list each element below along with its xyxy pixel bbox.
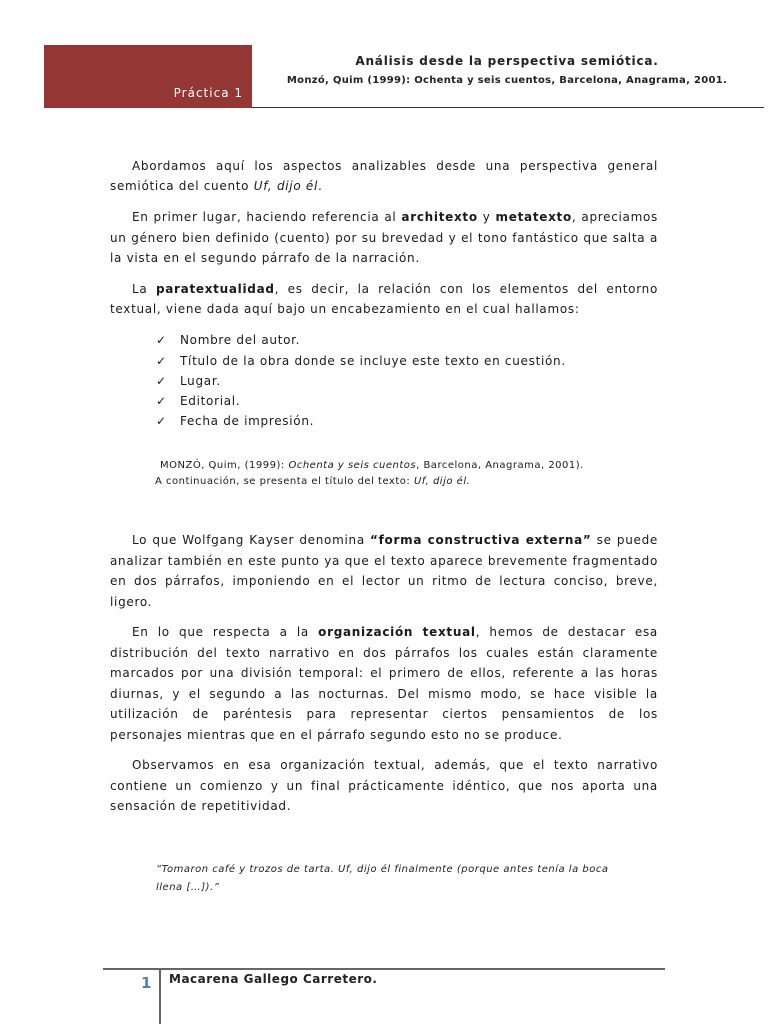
term-forma-constructiva: “forma constructiva externa” [370,533,592,548]
term-metatexto: metatexto [495,210,572,225]
header-label: Práctica 1 [173,86,243,100]
citation-text: MONZÓ, Quim, (1999): [160,460,289,472]
paragraph-text: Lo que Wolfgang Kayser denomina [132,533,371,548]
header-rule [252,107,764,108]
checklist-item-label: Lugar. [180,373,221,388]
book-title: Ochenta y seis cuentos [288,460,417,472]
check-icon: ✓ [156,333,167,348]
checklist-item [156,371,658,391]
checklist-item [156,351,658,371]
check-icon: ✓ [156,373,167,388]
page-number: 1 [141,974,152,992]
paragraph-text: . [318,179,323,194]
citation-text: A continuación, se presenta el título del texto: [155,476,414,488]
checklist-item-label: Título de la obra donde se incluye este texto en cuestión. [180,353,566,368]
paragraph-text: En primer lugar, haciendo referencia al [132,210,402,225]
paragraph-repetitividad: Observamos en esa organización textual, además, que el texto narrativo contiene un comienzo y un final prácticamente idéntico, que nos aporta una sensación de repetitividad. [110,758,658,814]
checklist-item [156,391,658,411]
paragraph-paratextualidad [110,279,658,320]
checklist-item-label: Fecha de impresión. [180,414,315,429]
analysis-section [110,530,658,816]
check-icon: ✓ [156,353,167,368]
term-paratextualidad: paratextualidad [155,282,275,297]
term-organizacion-textual: organización textual [318,625,476,640]
checklist [110,330,658,431]
paragraph-architexto [110,207,658,268]
checklist-item-label: Editorial. [180,393,241,408]
header-title: Análisis desde la perspectiva semiótica. [355,54,659,68]
header-label-box [44,45,252,108]
footer-rule [103,968,665,970]
paragraph-text: , apreciamos un género bien definido (cuento) por su brevedad y el tono fantástico que salta a la vista en el segundo párrafo de la narración. [110,210,658,266]
citation-line [155,458,658,474]
checklist-item [156,411,658,431]
paragraph-intro [110,156,658,197]
paragraph-organizacion [110,622,658,744]
paragraph-text: , hemos de destacar esa distribución del texto narrativo en dos párrafos los cuales están claramente marcados por una división temporal: el primero de ellos, referente a las horas diurnas, y el segundo a las nocturnas. Del mismo modo, se hace visible la utilización de paréntesis para representar ciertos pensamientos de los personajes mientras que en el párrafo segundo esto no se produce. [110,625,658,742]
checklist-item-label: Nombre del autor. [180,333,301,348]
story-title: Uf, dijo él. [413,476,471,488]
checklist-item [156,330,658,350]
term-architexto: architexto [401,210,478,225]
paragraph-text: En lo que respecta a la [132,625,319,640]
paragraph-text: , es decir, la relación con los elementos del entorno textual, viene dada aquí bajo un encabezamiento en el cual hallamos: [110,282,658,317]
check-icon: ✓ [156,393,167,408]
paragraph-text: Abordamos aquí los aspectos analizables desde una perspectiva general semiótica del cuento [110,159,658,194]
footer-divider [159,970,161,1024]
check-icon: ✓ [156,414,167,429]
footer-author: Macarena Gallego Carretero. [169,972,378,986]
header-subtitle: Monzó, Quim (1999): Ochenta y seis cuentos, Barcelona, Anagrama, 2001. [286,75,728,86]
paragraph-text: La [132,282,156,297]
citation-line [155,474,658,490]
paragraph-kayser [110,530,658,612]
citation-block [110,458,658,490]
paragraph-text: y [477,210,496,225]
citation-text: , Barcelona, Anagrama, 2001). [416,460,584,472]
story-quote: “Tomaron café y trozos de tarta. Uf, dijo él finalmente (porque antes tenía la boca llena […]).” [156,863,609,893]
paragraph-text: se puede analizar también en este punto ya que el texto aparece brevemente fragmentado en dos párrafos, imponiendo en el lector un ritmo de lectura conciso, breve, ligero. [110,533,658,609]
story-title: Uf, dijo él [253,179,319,194]
document-body [110,156,658,897]
